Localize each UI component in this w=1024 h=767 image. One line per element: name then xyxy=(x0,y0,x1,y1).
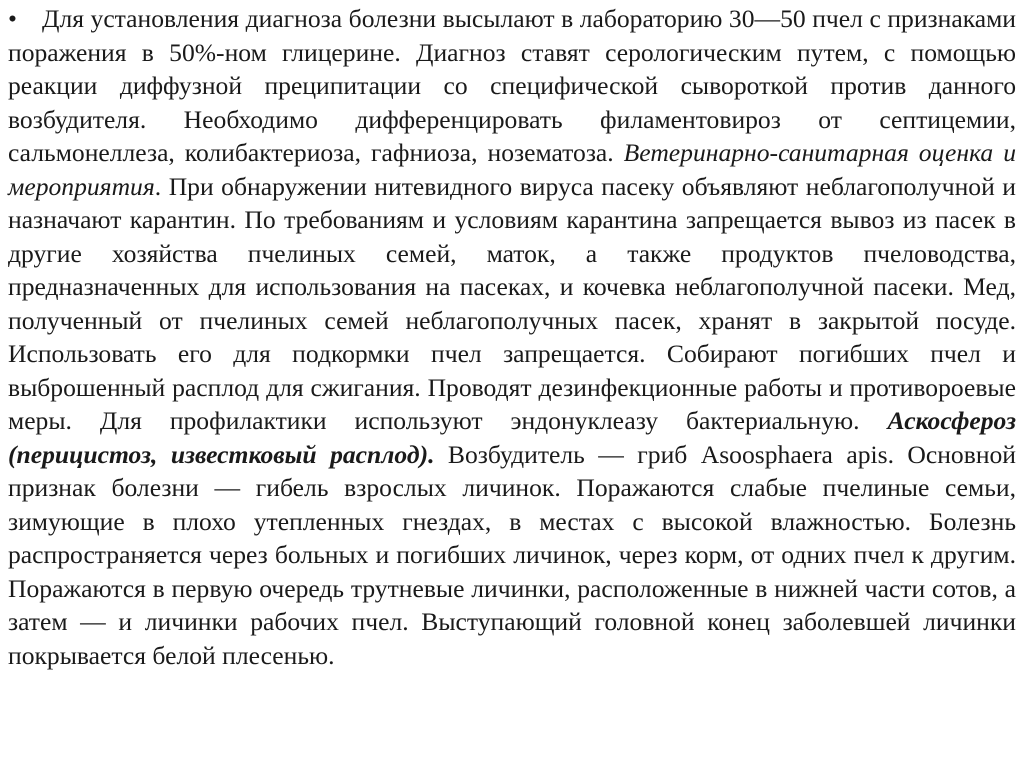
body-paragraph xyxy=(8,2,1016,672)
text-part-3: Возбудитель — гриб Asoosphaera apis. Основной признак болезни — гибель взрослых личинок. Поражаются слабые пчелиные семьи, зимующие в плохо утепленных гнездах, в местах с высокой влажностью. Болезнь распространяется через больных и погибших личинок, через корм, от одних пчел к другим. Поражаются в первую очередь трутневые личинки, расположенные в нижней части сотов, а затем — и личинки рабочих пчел. Выступающий головной конец заболевшей личинки покрывается белой плесенью. xyxy=(8,439,1017,670)
bold-heading: Аскосфероз (перицистоз, известковый расплод). xyxy=(8,406,1016,469)
bullet-marker: • xyxy=(8,4,17,33)
text-part-2: . При обнаружении нитевидного вируса пасеку объявляют неблагополучной и назначают карантин. По требованиям и условиям карантина запрещается вывоз из пасек в другие хозяйства пчелиных семей, маток, а также продуктов пчеловодства, предназначенных для использования на пасеках, и кочевка неблагополучной пасеки. Мед, полученный от пчелиных семей неблагополучных пасек, хранят в закрытой посуде. Использовать его для подкормки пчел запрещается. Собирают погибших пчел и выброшенный расплод для сжигания. Проводят дезинфекционные работы и противороевые меры. Для профилактики используют эндонуклеазу бактериальную. xyxy=(8,171,1016,435)
text-part-1: Для установления диагноза болезни высылают в лабораторию 30—50 пчел с признаками поражения в 50%-ном глицерине. Диагноз ставят серологическим путем, с помощью реакции диффузной преципитации со специфической сывороткой против данного возбудителя. Необходимо дифференцировать филаментовироз от септицемии, сальмонеллеза, колибактериоза, гафниоза, нозематоза. xyxy=(8,4,1016,167)
italic-heading: Ветеринарно-санитарная оценка и мероприятия xyxy=(8,138,1016,201)
